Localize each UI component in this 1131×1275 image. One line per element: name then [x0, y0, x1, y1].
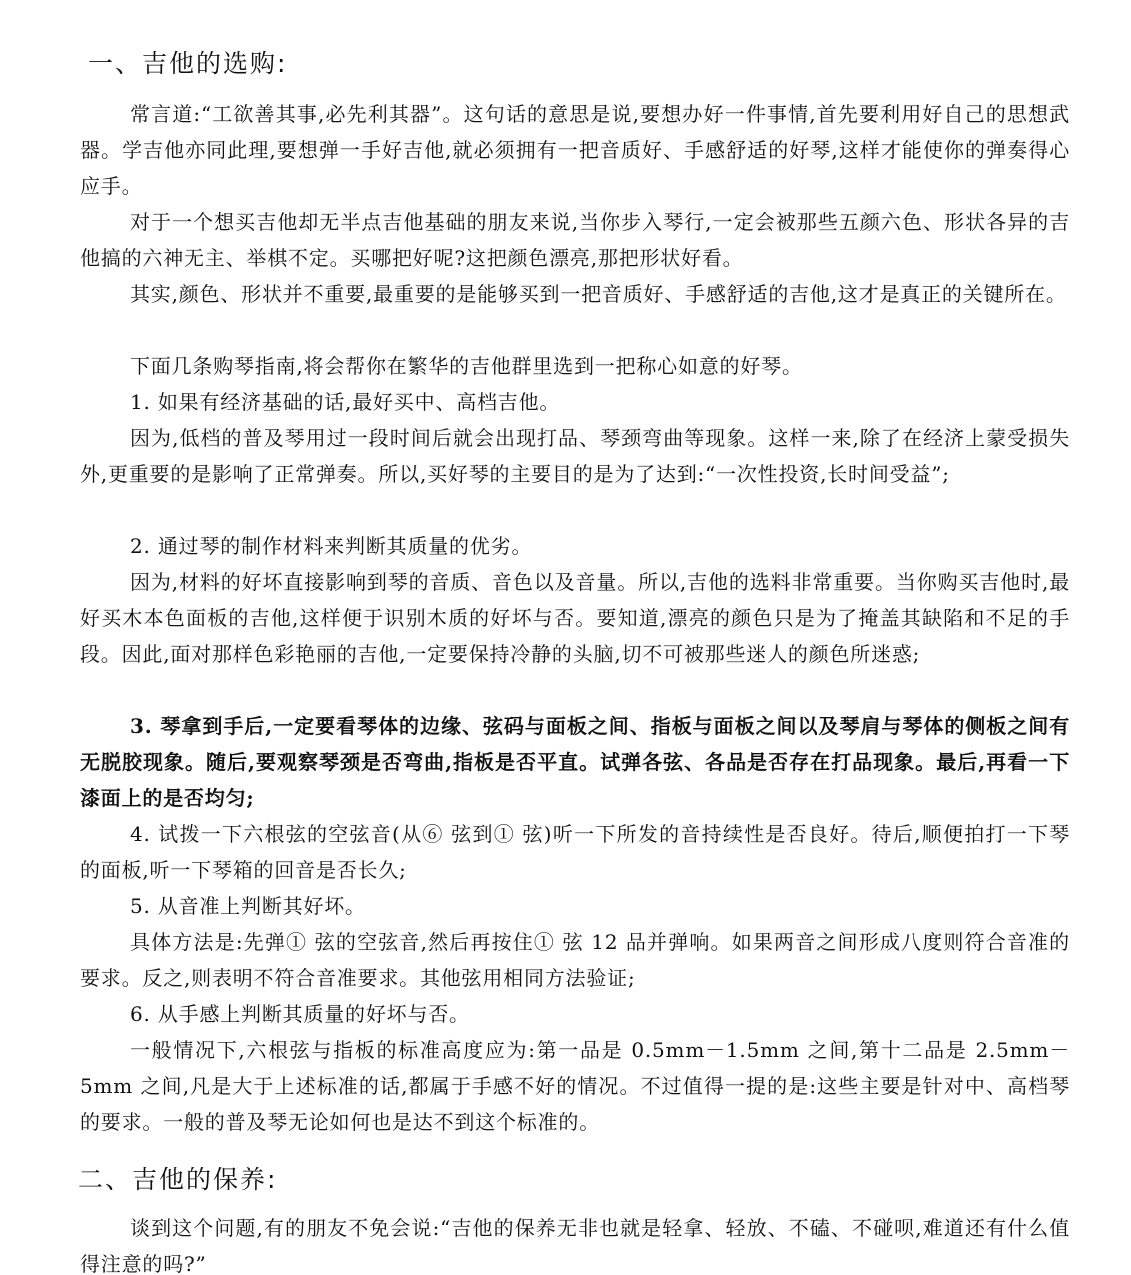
- paragraph-guide-intro: 下面几条购琴指南,将会帮你在繁华的吉他群里选到一把称心如意的好琴。: [130, 354, 803, 378]
- list-item-2-title: 2. 通过琴的制作材料来判断其质量的优劣。: [130, 534, 533, 558]
- list-item-1-title: 1. 如果有经济基础的话,最好买中、高档吉他。: [130, 390, 561, 414]
- section-heading-maintenance: 二、吉他的保养:: [78, 1165, 278, 1194]
- paragraph-proverb: 常言道:“工欲善其事,必先利其器”。这句话的意思是说,要想办好一件事情,首先要利用好自己的思想武器。学吉他亦同此理,要想弹一手好吉他,就必须拥有一把音质好、手感舒适的好琴,这样才能使你的弹奏得心应手。: [80, 102, 1070, 198]
- paragraph-beginner: 对于一个想买吉他却无半点吉他基础的朋友来说,当你步入琴行,一定会被那些五颜六色、形状各异的吉他搞的六神无主、举棋不定。买哪把好呢?这把颜色漂亮,那把形状好看。: [80, 210, 1070, 270]
- list-item-2-body: 因为,材料的好坏直接影响到琴的音质、音色以及音量。所以,吉他的选料非常重要。当你购买吉他时,最好买木本色面板的吉他,这样便于识别木质的好坏与否。要知道,漂亮的颜色只是为了掩盖其缺陷和不足的手段。因此,面对那样色彩艳丽的吉他,一定要保持冷静的头脑,切不可被那些迷人的颜色所迷惑;: [80, 570, 1070, 666]
- list-item-5-body: 具体方法是:先弹① 弦的空弦音,然后再按住① 弦 12 品并弹响。如果两音之间形成八度则符合音准的要求。反之,则表明不符合音准要求。其他弦用相同方法验证;: [80, 930, 1070, 990]
- list-item-1-body: 因为,低档的普及琴用过一段时间后就会出现打品、琴颈弯曲等现象。这样一来,除了在经济上蒙受损失外,更重要的是影响了正常弹奏。所以,买好琴的主要目的是为了达到:“一次性投资,长时间受益”;: [80, 426, 1070, 486]
- list-item-6-title: 6. 从手感上判断其质量的好坏与否。: [130, 1002, 470, 1026]
- list-item-4: 4. 试拨一下六根弦的空弦音(从⑥ 弦到① 弦)听一下所发的音持续性是否良好。待后,顺便拍打一下琴的面板,听一下琴箱的回音是否长久;: [80, 822, 1070, 882]
- list-item-3: 3. 琴拿到手后,一定要看琴体的边缘、弦码与面板之间、指板与面板之间以及琴肩与琴体的侧板之间有无脱胶现象。随后,要观察琴颈是否弯曲,指板是否平直。试弹各弦、各品是否存在打品现象。最后,再看一下漆面上的是否均匀;: [80, 714, 1070, 810]
- list-item-6-body: 一般情况下,六根弦与指板的标准高度应为:第一品是 0.5mm－1.5mm 之间,第十二品是 2.5mm－5mm 之间,凡是大于上述标准的话,都属于手感不好的情况。不过值得一提的是:这些主要是针对中、高档琴的要求。一般的普及琴无论如何也是达不到这个标准的。: [80, 1038, 1070, 1134]
- list-item-5-title: 5. 从音准上判断其好坏。: [130, 894, 366, 918]
- paragraph-key-point: 其实,颜色、形状并不重要,最重要的是能够买到一把音质好、手感舒适的吉他,这才是真正的关键所在。: [130, 282, 1067, 306]
- paragraph-maintenance-intro: 谈到这个问题,有的朋友不免会说:“吉他的保养无非也就是轻拿、轻放、不磕、不碰呗,难道还有什么值得注意的吗?”: [80, 1216, 1070, 1275]
- section-heading-purchase: 一、吉他的选购:: [88, 49, 288, 78]
